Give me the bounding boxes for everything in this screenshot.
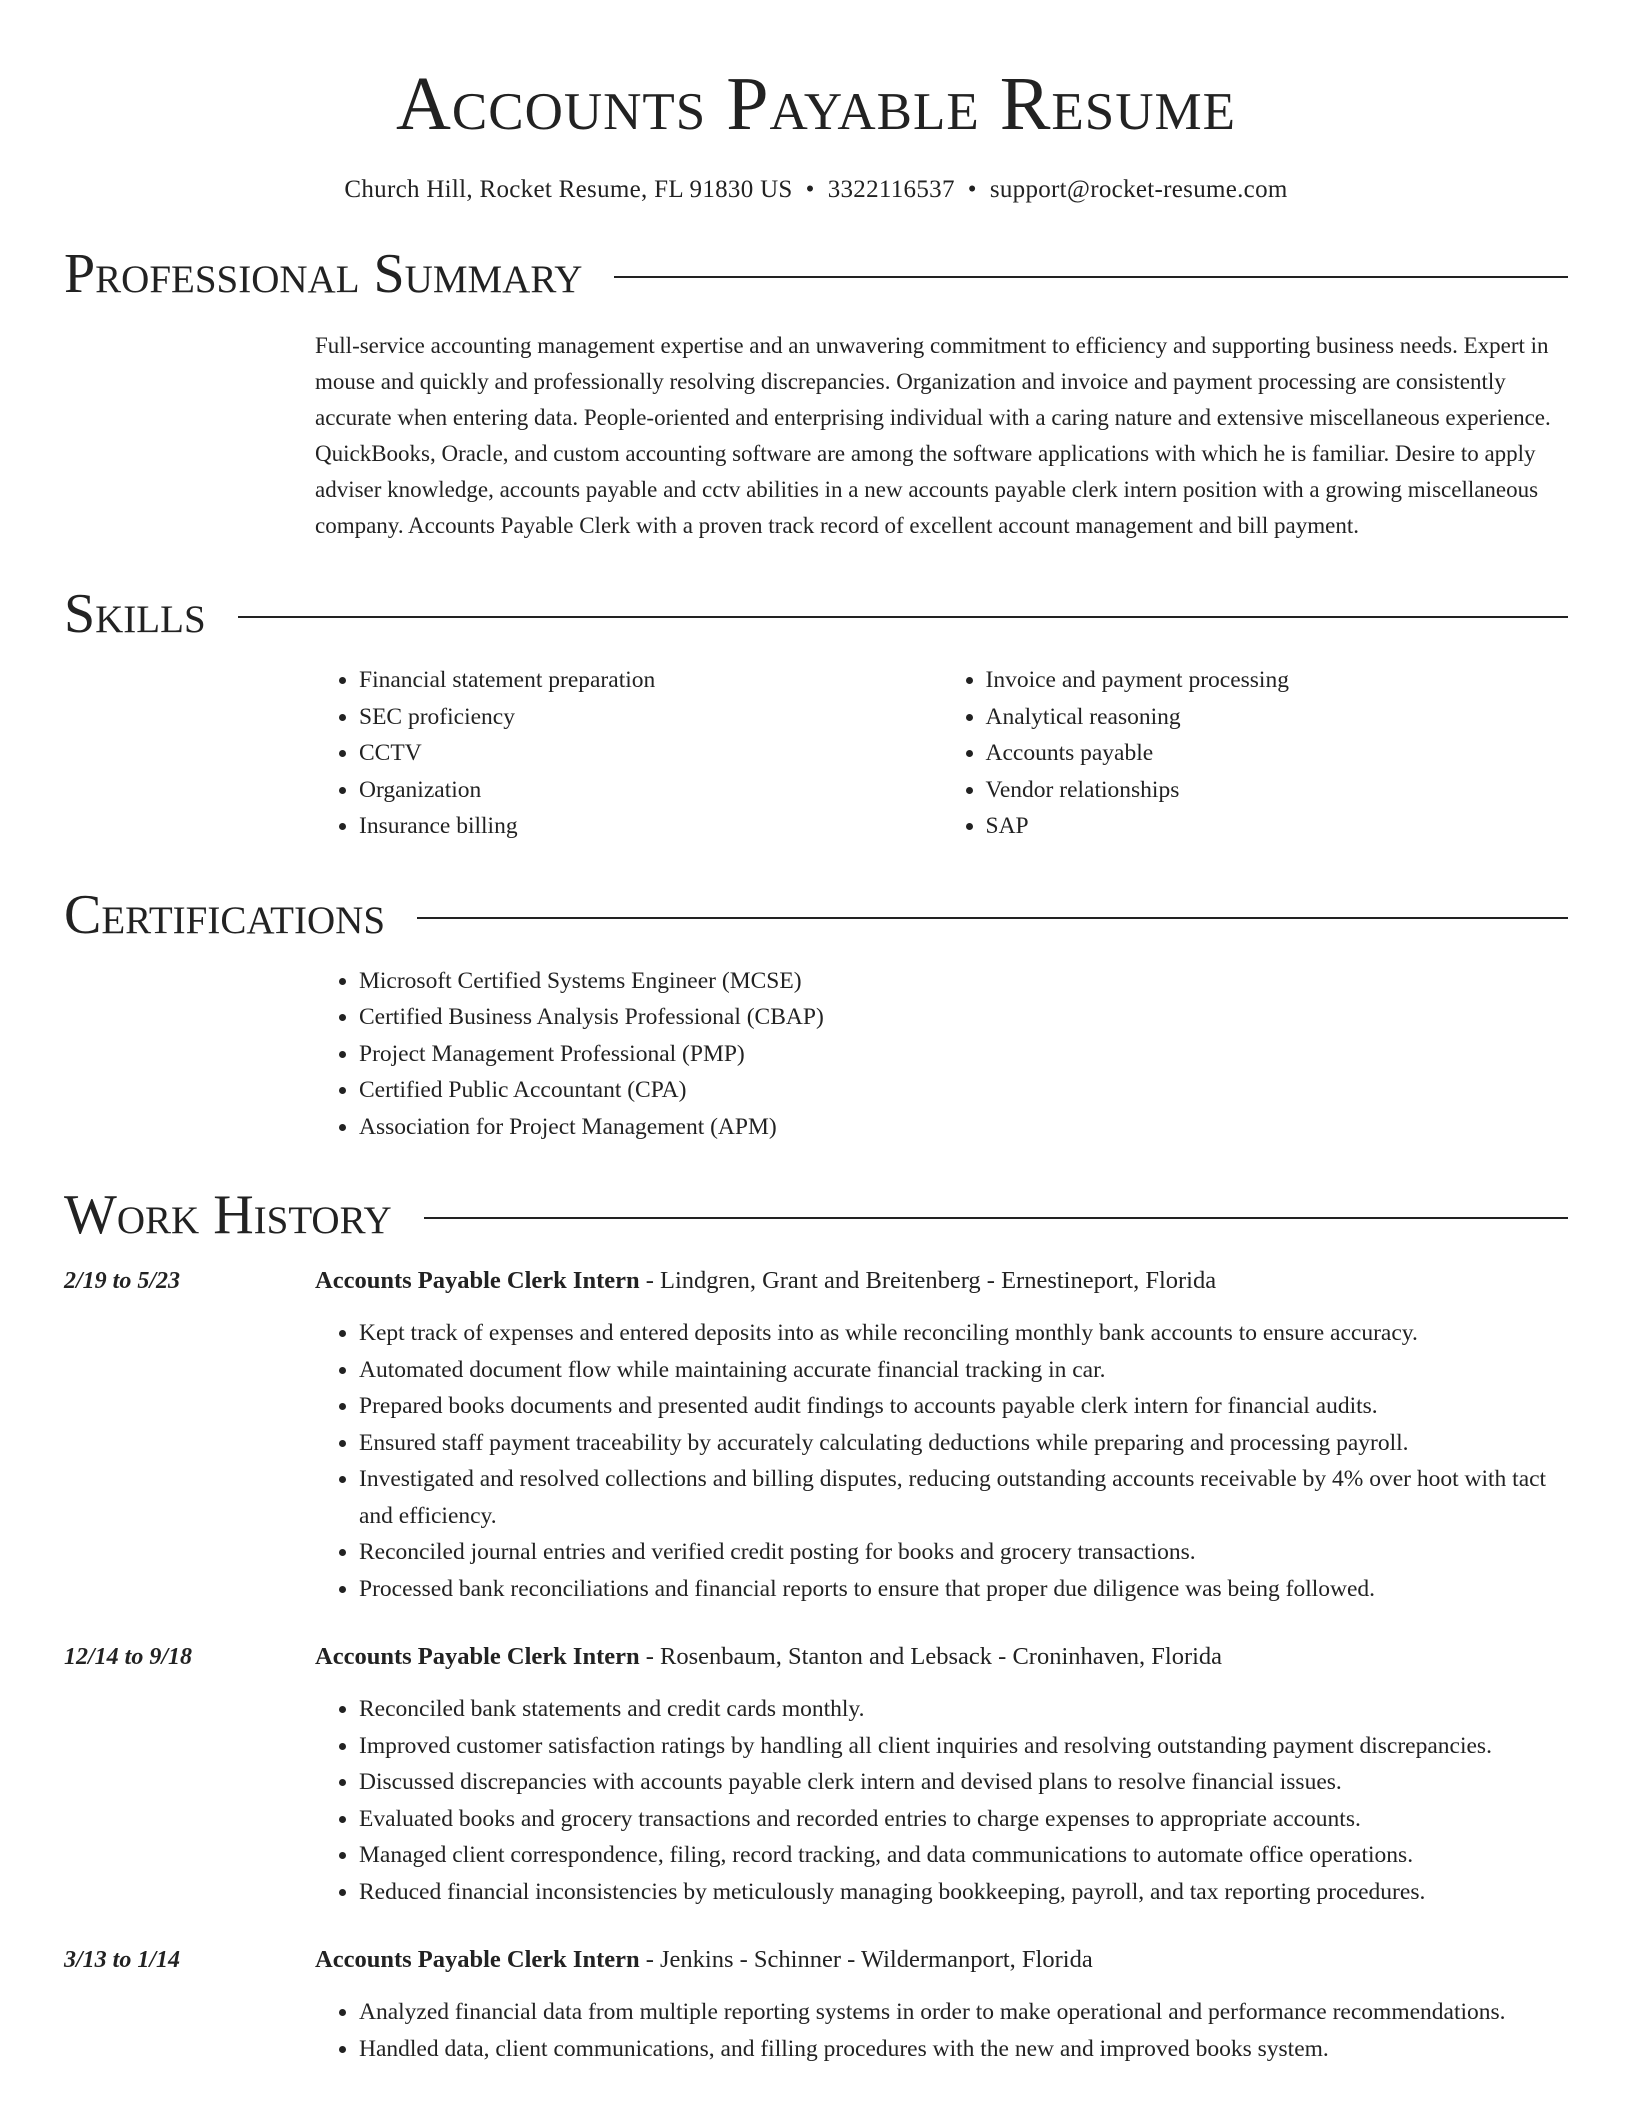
skill-item: • Invoice and payment processing — [986, 662, 1569, 699]
job-bullet: • Reduced financial inconsistencies by meticulously managing bookkeeping, payroll, and tax reporting procedures. — [359, 1874, 1568, 1911]
contact-address: Church Hill, Rocket Resume, FL 91830 US — [344, 176, 793, 203]
job-bullet: • Analyzed financial data from multiple reporting systems in order to make operational and performance recommendations. — [359, 1994, 1568, 2031]
skill-item: • Accounts payable — [986, 735, 1569, 772]
section-divider — [417, 917, 1568, 919]
section-heading-certifications: Certifications — [64, 883, 386, 946]
section-divider — [424, 1217, 1568, 1219]
certification-item: • Certified Business Analysis Professional (CBAP) — [359, 999, 1568, 1036]
certifications-section-header — [64, 883, 1568, 946]
skill-item: • Insurance billing — [359, 808, 942, 845]
contact-line — [64, 176, 1568, 204]
summary-section-header — [64, 243, 1568, 305]
job-bullet: • Investigated and resolved collections and billing disputes, reducing outstanding accounts receivable by 4% over hoot with tact and efficiency. — [359, 1461, 1568, 1534]
job-bullet: • Processed bank reconciliations and financial reports to ensure that proper due diligence was being followed. — [359, 1571, 1568, 1608]
job-bullet: • Managed client correspondence, filing, record tracking, and data communications to automate office operations. — [359, 1837, 1568, 1874]
section-heading-skills: Skills — [64, 583, 206, 645]
contact-email: support@rocket-resume.com — [989, 176, 1288, 203]
contact-phone: 3322116537 — [827, 176, 955, 203]
skill-item: • SEC proficiency — [359, 699, 942, 736]
certification-item: • Project Management Professional (PMP) — [359, 1036, 1568, 1073]
certification-item: • Microsoft Certified Systems Engineer (MCSE) — [359, 963, 1568, 1000]
skills-section-header — [64, 583, 1568, 645]
job-bullet: • Reconciled journal entries and verified credit posting for books and grocery transactions. — [359, 1534, 1568, 1571]
job-bullet: • Discussed discrepancies with accounts payable clerk intern and devised plans to resolve financial issues. — [359, 1764, 1568, 1801]
job-title: Accounts Payable Clerk Intern — [315, 1946, 640, 1973]
section-heading-summary: Professional Summary — [64, 243, 583, 305]
skills-list — [315, 662, 1568, 845]
job-employer: - Rosenbaum, Stanton and Lebsack - Croninhaven, Florida — [639, 1643, 1223, 1670]
job-employer: - Jenkins - Schinner - Wildermanport, Florida — [639, 1946, 1093, 1973]
skill-item: • Analytical reasoning — [986, 699, 1569, 736]
certification-item: • Association for Project Management (APM) — [359, 1109, 1568, 1146]
job-bullet: • Improved customer satisfaction ratings by handling all client inquiries and resolving outstanding payment discrepancies. — [359, 1728, 1568, 1765]
job-bullet: • Ensured staff payment traceability by accurately calculating deductions while preparing and processing payroll. — [359, 1425, 1568, 1462]
job-dates: 2/19 to 5/23 — [64, 1268, 181, 1294]
skill-item: • SAP — [986, 808, 1569, 845]
job-bullets — [315, 1994, 1568, 2067]
skills-column-right — [942, 662, 1569, 845]
job-title: Accounts Payable Clerk Intern — [315, 1267, 640, 1294]
section-divider — [238, 616, 1568, 618]
summary-text: Full-service accounting management expertise and an unwavering commitment to efficiency and supporting business needs. Expert in mouse and quickly and professionally resolving discrepancies. Organization and invoice and payment processing are consistently accurate when entering data. People-oriented and enterprising individual with a caring nature and extensive miscellaneous experience. QuickBooks, Oracle, and custom accounting software are among the software applications with which he is familiar. Desire to apply adviser knowledge, accounts payable and cctv abilities in a new accounts payable clerk intern position with a growing miscellaneous company. Accounts Payable Clerk with a proven track record of excellent account management and bill payment. — [315, 333, 1551, 538]
skill-item: • Vendor relationships — [986, 772, 1569, 809]
job-dates: 3/13 to 1/14 — [64, 1947, 181, 1973]
job-bullet: • Reconciled bank statements and credit cards monthly. — [359, 1691, 1568, 1728]
skills-column-left — [315, 662, 942, 845]
skill-item: • Organization — [359, 772, 942, 809]
job-entry — [64, 1639, 1568, 1910]
job-bullet: • Evaluated books and grocery transactions and recorded entries to charge expenses to appropriate accounts. — [359, 1801, 1568, 1838]
work-section-header — [64, 1184, 1568, 1246]
job-bullet: • Handled data, client communications, and filling procedures with the new and improved books system. — [359, 2031, 1568, 2068]
job-bullet: • Prepared books documents and presented audit findings to accounts payable clerk intern for financial audits. — [359, 1388, 1568, 1425]
page-title: Accounts Payable Resume — [395, 62, 1237, 146]
resume-page — [64, 0, 1568, 2067]
job-heading — [315, 1263, 1568, 1299]
job-title: Accounts Payable Clerk Intern — [315, 1643, 640, 1670]
certifications-list — [315, 963, 1568, 1146]
contact-separator: • — [967, 176, 977, 203]
job-entry — [64, 1263, 1568, 1607]
job-bullets — [315, 1315, 1568, 1607]
job-heading — [315, 1942, 1568, 1978]
skill-item: • CCTV — [359, 735, 942, 772]
job-bullets — [315, 1691, 1568, 1910]
section-heading-work-history: Work History — [64, 1184, 392, 1246]
certification-item: • Certified Public Accountant (CPA) — [359, 1072, 1568, 1109]
job-bullet: • Automated document flow while maintaining accurate financial tracking in car. — [359, 1352, 1568, 1389]
job-heading — [315, 1639, 1568, 1675]
job-dates: 12/14 to 9/18 — [64, 1644, 193, 1670]
contact-separator: • — [805, 176, 815, 203]
job-bullet: • Kept track of expenses and entered deposits into as while reconciling monthly bank accounts to ensure accuracy. — [359, 1315, 1568, 1352]
job-entry — [64, 1942, 1568, 2067]
section-divider — [614, 276, 1568, 278]
skill-item: • Financial statement preparation — [359, 662, 942, 699]
job-employer: - Lindgren, Grant and Breitenberg - Ernestineport, Florida — [639, 1267, 1217, 1294]
